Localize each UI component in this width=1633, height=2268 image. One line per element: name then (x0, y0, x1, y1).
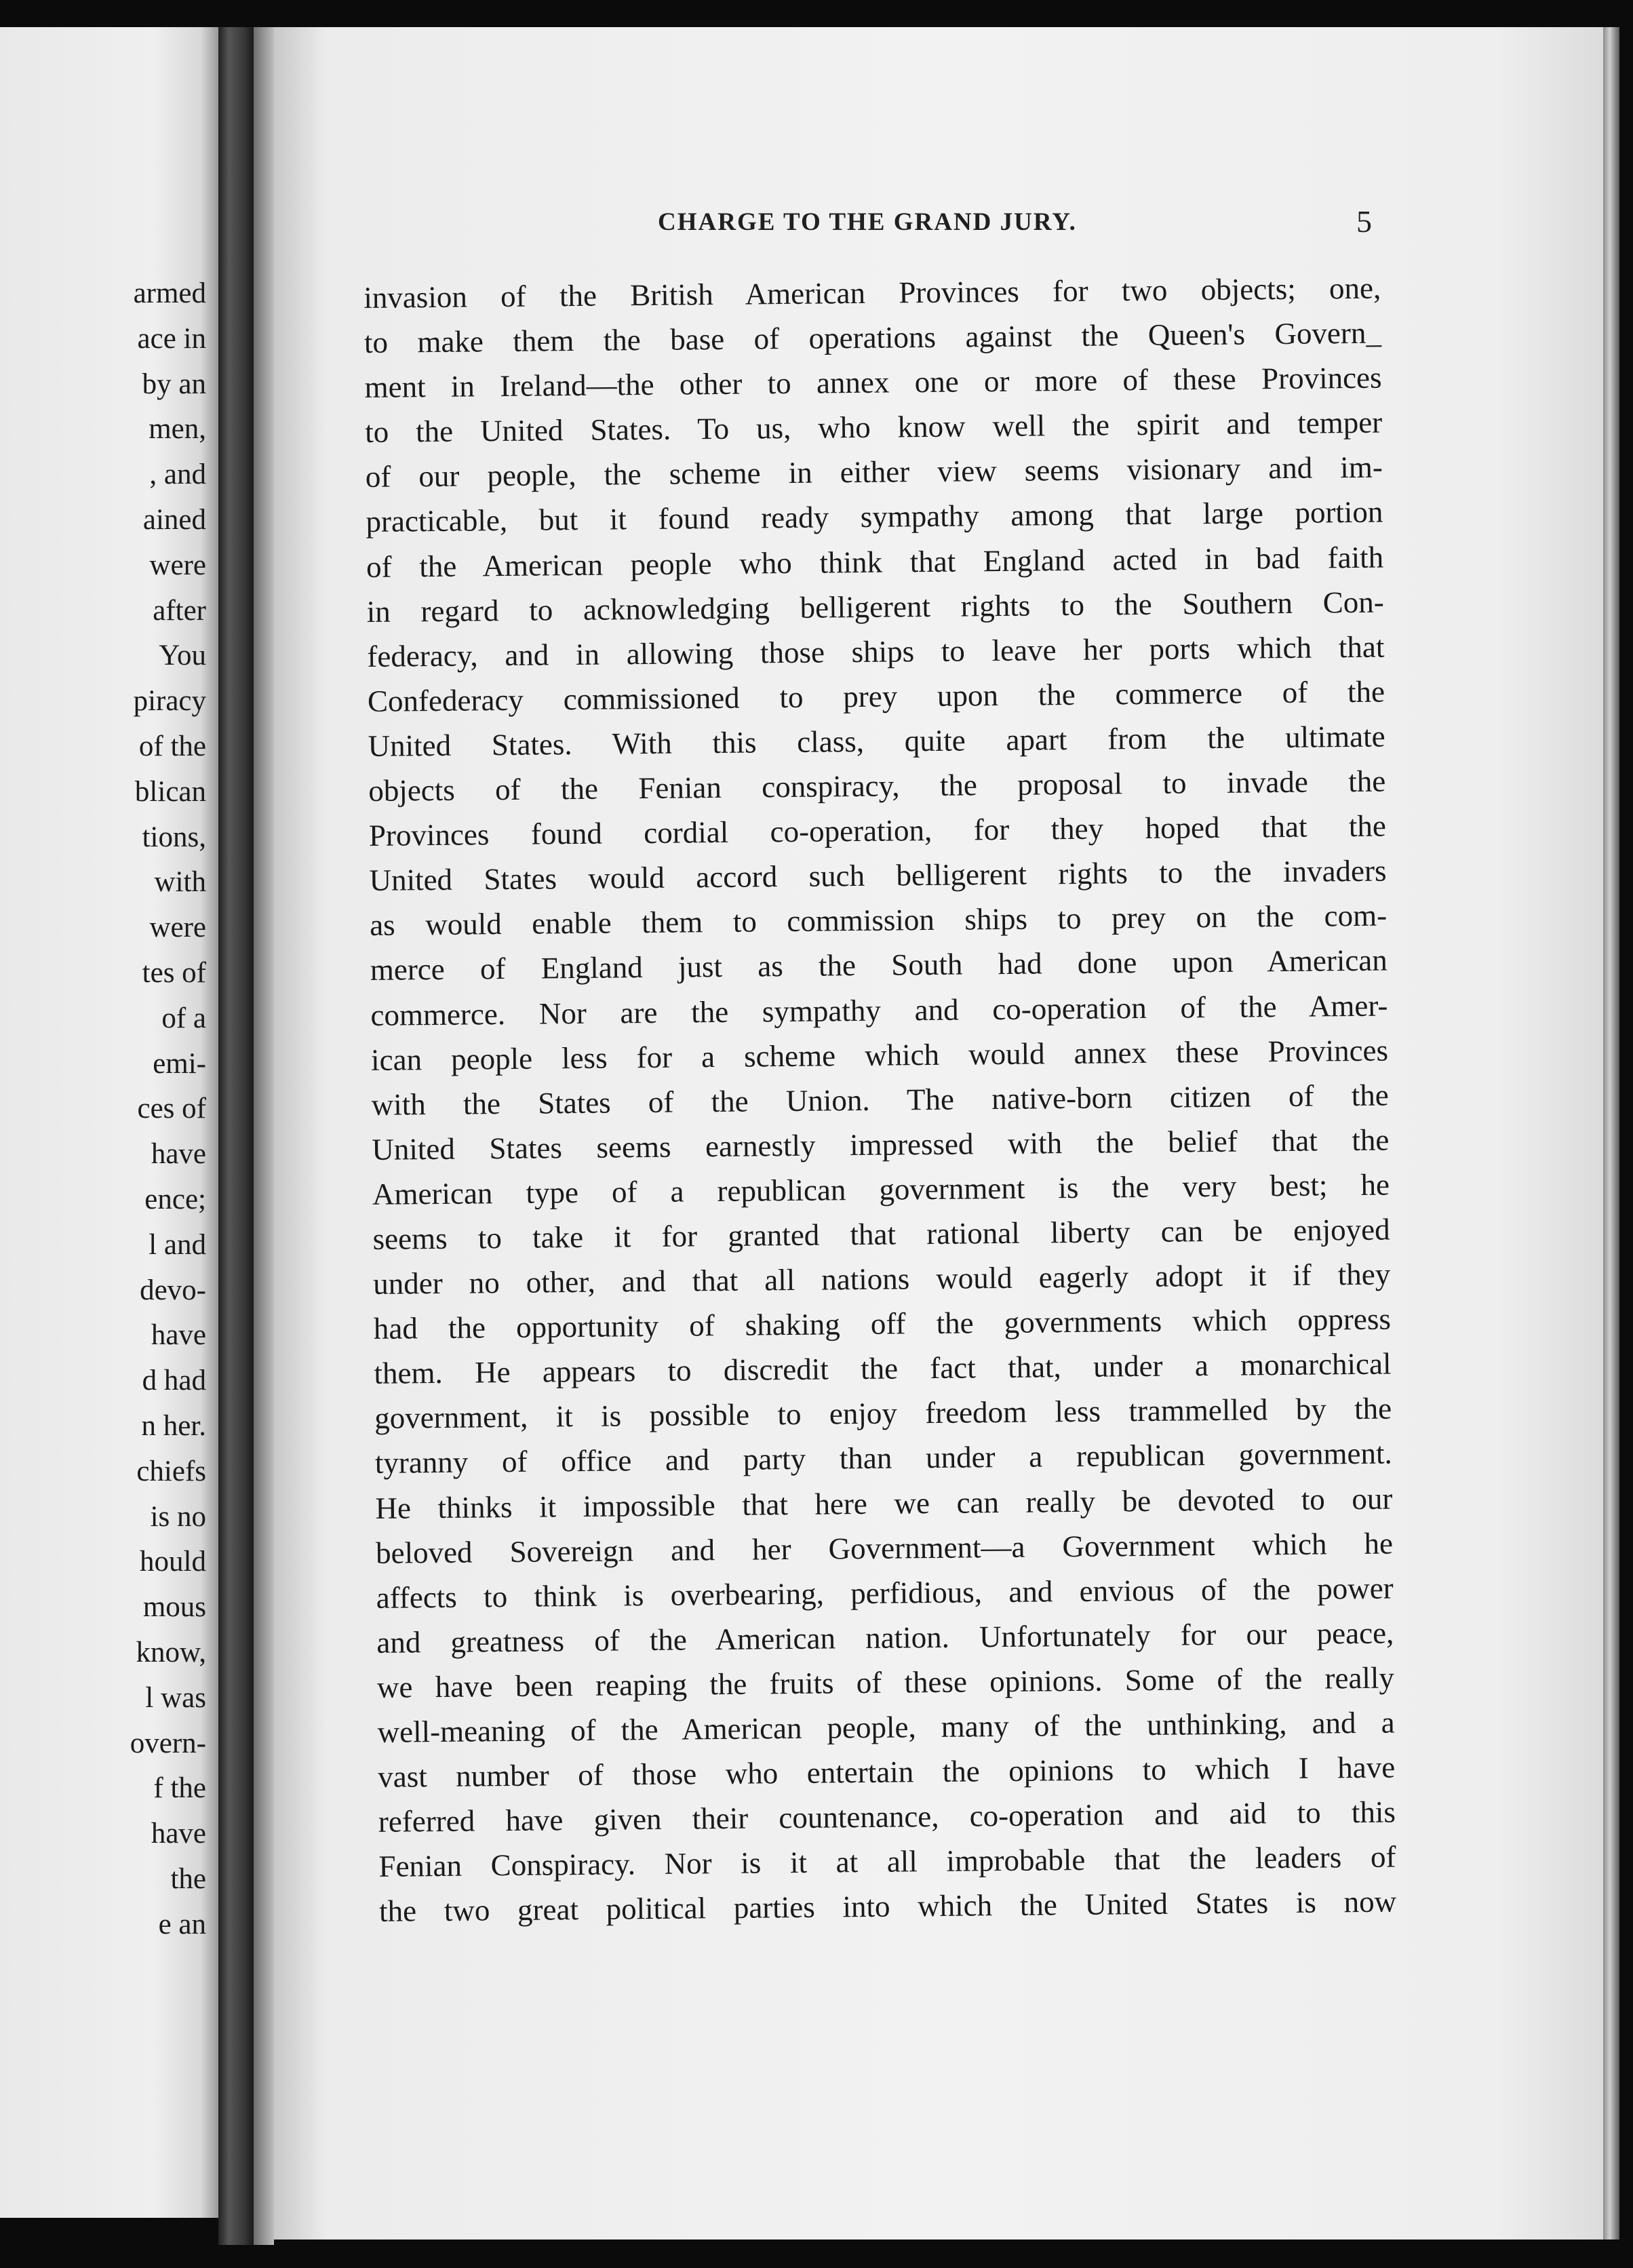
left-fragment-line: have (151, 1138, 206, 1171)
left-fragment-line: after (153, 594, 206, 627)
left-page-text-fragment (3, 271, 206, 1947)
left-fragment-line: hould (140, 1546, 206, 1578)
body-line: federacy, and in allowing those ships to leave her ports which that (367, 629, 1385, 673)
body-line: commerce. Nor are the sympathy and co-operation of the Amer- (370, 988, 1388, 1032)
body-line: well-meaning of the American people, many of the unthinking, and a (377, 1705, 1395, 1749)
body-line: of our people, the scheme in either view seems visionary and im- (365, 450, 1383, 494)
body-line: ment in Ireland—the other to annex one or more of these Provinces (364, 360, 1382, 405)
left-fragment-line: have (151, 1319, 206, 1352)
book-gutter (218, 27, 254, 2245)
left-fragment-line: of a (161, 1002, 206, 1034)
body-line: as would enable them to commission ships to prey on the com- (369, 898, 1388, 943)
left-fragment-line: were (149, 912, 206, 944)
left-fragment-line: chiefs (136, 1455, 206, 1487)
body-line: them. He appears to discredit the fact that, under a monarchical (374, 1346, 1392, 1391)
left-fragment-line: ace in (137, 322, 206, 355)
body-line: United States. With this class, quite apart from the ultimate (368, 719, 1385, 763)
body-line: beloved Sovereign and her Government—a Government which he (375, 1526, 1394, 1570)
body-line: affects to think is overbearing, perfidious, and envious of the power (376, 1571, 1394, 1615)
body-line: ican people less for a scheme which would annex these Provinces (370, 1033, 1389, 1077)
left-fragment-line: ained (142, 503, 206, 536)
left-fragment-line: the (170, 1862, 206, 1895)
left-fragment-line: e an (158, 1908, 206, 1940)
left-fragment-line: , and (149, 458, 206, 491)
page-number: 5 (1356, 204, 1372, 239)
left-fragment-line: piracy (133, 685, 206, 718)
left-fragment-line: of the (138, 730, 206, 762)
running-head: CHARGE TO THE GRAND JURY. (658, 208, 1077, 236)
body-line: we have been reaping the fruits of these opinions. Some of the really (376, 1660, 1395, 1704)
body-line: Provinces found cordial co-operation, for they hoped that the (368, 808, 1387, 853)
body-line: to make them the base of operations against the Queen's Govern_ (363, 315, 1382, 360)
body-line: had the opportunity of shaking off the governments which oppress (373, 1302, 1392, 1346)
left-fragment-line: tes of (142, 956, 206, 989)
body-line: merce of England just as the South had done upon American (370, 943, 1388, 988)
left-fragment-line: with (154, 866, 206, 899)
left-fragment-line: devo- (140, 1274, 206, 1306)
body-line: He thinks it impossible that here we can really be devoted to our (375, 1481, 1393, 1525)
left-fragment-line: You (159, 640, 206, 672)
left-fragment-line: armed (133, 277, 206, 309)
body-line: Fenian Conspiracy. Nor is it at all improbable that the leaders of (378, 1839, 1396, 1884)
left-fragment-line: by an (142, 368, 206, 400)
body-line: to the United States. To us, who know well the spirit and temper (364, 405, 1383, 450)
page-edge (1603, 27, 1619, 2240)
left-fragment-line: mous (142, 1591, 206, 1624)
body-line: the two great political parties into which the United States is now (378, 1884, 1397, 1929)
left-fragment-line: l and (149, 1228, 206, 1261)
body-line: seems to take it for granted that rational liberty can be enjoyed (372, 1212, 1390, 1256)
body-line: Confederacy commissioned to prey upon the commerce of the (367, 674, 1385, 718)
left-fragment-line: ces of (137, 1093, 206, 1125)
body-line: vast number of those who entertain the opinions to which I have (378, 1750, 1396, 1794)
body-line: tyranny of office and party than under a republican government. (374, 1436, 1392, 1481)
left-fragment-line: l was (145, 1681, 206, 1714)
gutter-shadow (254, 27, 274, 2245)
left-fragment-line: n her. (141, 1409, 206, 1442)
body-line: government, it is possible to enjoy freedom less trammelled by the (374, 1391, 1392, 1436)
left-fragment-line: overn- (130, 1727, 206, 1759)
left-fragment-line: emi- (153, 1047, 206, 1080)
body-line: United States would accord such belligerent rights to the invaders (369, 853, 1387, 898)
body-line: practicable, but it found ready sympathy among that large portion (366, 495, 1383, 539)
body-line: of the American people who think that England acted in bad faith (366, 540, 1384, 584)
body-line: and greatness of the American nation. Unfortunately for our peace, (376, 1616, 1394, 1660)
body-line: under no other, and that all nations would eagerly adopt it if they (373, 1257, 1391, 1301)
left-fragment-line: men, (149, 413, 206, 446)
left-fragment-line: blican (134, 775, 206, 808)
body-line: referred have given their countenance, co-operation and aid to this (378, 1795, 1396, 1839)
body-line: with the States of the Union. The native-born citizen of the (371, 1078, 1389, 1122)
left-fragment-line: were (149, 549, 206, 581)
left-fragment-line: know, (136, 1636, 206, 1668)
left-fragment-line: tions, (142, 821, 206, 853)
left-facing-page (0, 27, 218, 2218)
left-fragment-line: ence; (144, 1183, 206, 1215)
body-line: in regard to acknowledging belligerent rights to the Southern Con- (366, 585, 1384, 629)
left-fragment-line: d had (142, 1365, 206, 1397)
body-text (363, 266, 1396, 1934)
left-fragment-line: is no (150, 1500, 206, 1533)
body-line: invasion of the British American Provinces for two objects; one, (363, 271, 1381, 315)
body-line: United States seems earnestly impressed with the belief that the (372, 1122, 1390, 1167)
left-fragment-line: have (151, 1818, 206, 1850)
left-fragment-line: f the (153, 1772, 206, 1805)
body-line: objects of the Fenian conspiracy, the proposal to invade the (368, 764, 1386, 808)
body-line: American type of a republican government is the very best; he (372, 1167, 1390, 1211)
